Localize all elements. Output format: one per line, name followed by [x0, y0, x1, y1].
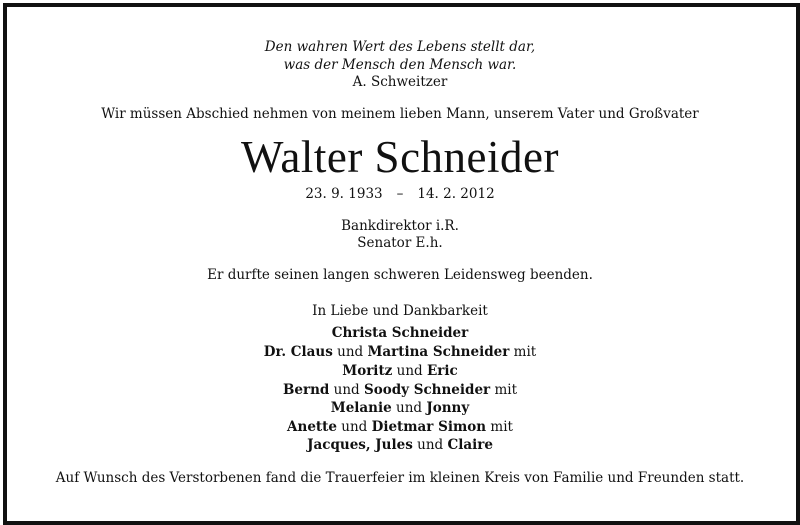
connector-word: und [341, 419, 368, 435]
mourner-name: Soody Schneider [363, 382, 491, 398]
quote-author: A. Schweitzer [352, 74, 448, 90]
mourner-name: Dr. Claus [263, 344, 333, 360]
mourner-name: Anette [287, 419, 337, 435]
mourner-row [0, 418, 800, 436]
mourner-row [0, 399, 800, 417]
mourner-name: Melanie [330, 400, 392, 416]
mourner-row [0, 381, 800, 399]
quote-line-1: Den wahren Wert des Lebens stellt dar, [264, 39, 536, 55]
mourner-name: Martina Schneider [367, 344, 510, 360]
mourner-name: Christa Schneider [331, 325, 469, 341]
intro-text: Wir müssen Abschied nehmen von meinem lieben Mann, unserem Vater und Großvater [101, 106, 699, 122]
mourner-name: Claire [447, 437, 493, 453]
statement-text: Er durfte seinen langen schweren Leidensweg beenden. [207, 267, 593, 283]
mourner-name: Bernd [282, 382, 330, 398]
death-date: 14. 2. 2012 [417, 186, 495, 202]
closing-text: In Liebe und Dankbarkeit [312, 303, 488, 319]
connector-word: und [337, 344, 364, 360]
connector-word: mit [513, 344, 537, 360]
mourner-row [0, 324, 800, 342]
quote-line-2: was der Mensch den Mensch war. [283, 57, 517, 73]
connector-word: und [396, 400, 423, 416]
connector-word: und [417, 437, 444, 453]
mourner-row [0, 436, 800, 454]
mourner-name: Dietmar Simon [371, 419, 487, 435]
birth-date: 23. 9. 1933 [305, 186, 383, 202]
connector-word: mit [494, 382, 518, 398]
mourner-name: Eric [426, 363, 458, 379]
date-dash: – [396, 186, 404, 202]
connector-word: und [396, 363, 423, 379]
deceased-title-2: Senator E.h. [357, 235, 443, 251]
deceased-name: Walter Schneider [241, 132, 559, 182]
mourner-name: Jonny [426, 400, 470, 416]
mourner-name: Jacques, Jules [307, 437, 413, 453]
mourner-name: Moritz [342, 363, 393, 379]
mourner-row [0, 362, 800, 380]
connector-word: mit [490, 419, 513, 435]
connector-word: und [333, 382, 360, 398]
deceased-title-1: Bankdirektor i.R. [341, 218, 459, 234]
mourner-row [0, 343, 800, 361]
life-dates [0, 185, 800, 203]
footer-text: Auf Wunsch des Verstorbenen fand die Trauerfeier im kleinen Kreis von Familie und Freunden statt. [55, 470, 745, 486]
